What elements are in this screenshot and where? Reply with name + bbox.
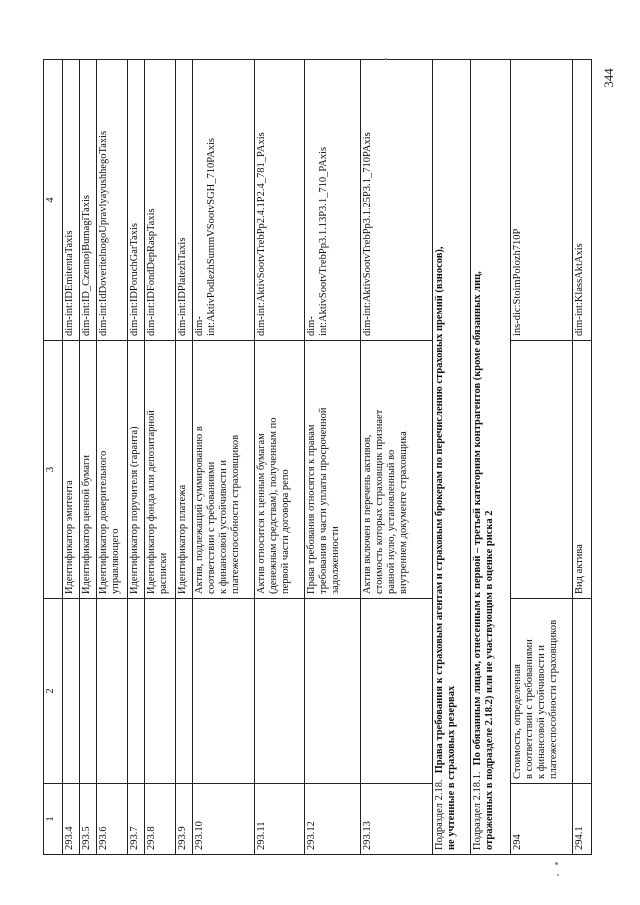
cell-name: [145, 599, 176, 784]
cell-number: 294: [511, 784, 573, 855]
cell-code: dim- int:AktivPodlezhSummVSootvSGH_710PAxis: [193, 60, 255, 341]
cell-name: [573, 599, 592, 784]
cell-code: dim- int:AktivSootvTrebPp3.1.13P3.1_710_PAxis: [305, 60, 361, 341]
cell-name: [361, 599, 433, 784]
table-row: [361, 60, 433, 855]
scan-speck: [555, 862, 558, 865]
cell-name: [97, 599, 128, 784]
table-row: [255, 60, 305, 855]
cell-code: dim-int:AktivSootvTrebPp3.1.25P3.1_710PAxis: [361, 60, 433, 341]
cell-code: dim-int:AktivSootvTrebPp2.4.1P2.4_781_PAxis: [255, 60, 305, 341]
cell-description: Идентификатор платежа: [176, 341, 193, 599]
cell-name: [193, 599, 255, 784]
cell-number: 293.5: [80, 784, 97, 855]
cell-number: 293.7: [128, 784, 145, 855]
scan-speck: [385, 58, 387, 60]
cell-number: 293.4: [63, 784, 80, 855]
section-2-18-cell: [433, 60, 471, 855]
cell-number: 293.9: [176, 784, 193, 855]
column-header-1: 1: [44, 784, 63, 855]
section-label: Подраздел 2.18.1.: [472, 771, 483, 850]
table-row: [176, 60, 193, 855]
cell-name: [176, 599, 193, 784]
cell-number: 294.1: [573, 784, 592, 855]
table-row: [80, 60, 97, 855]
cell-description: Актив включен в перечень активов, стоимость которых страховщик признает равной нулю, установленный во внутреннем документе страховщика: [361, 341, 433, 599]
cell-code: dim-int:IdDoveritelnogoUpravlyayushhegoTaxis: [97, 60, 128, 341]
cell-description: Актив, подлежащий суммированию в соответствии с требованиями к финансовой устойчивости и платежеспособности страховщиков: [193, 341, 255, 599]
cell-name: [255, 599, 305, 784]
cell-code: ins-dic:StoimPolozh710P: [511, 60, 573, 341]
cell-code: dim-int:ID_CzennojBumagiTaxis: [80, 60, 97, 341]
section-title: По обязанным лицам, отнесенным к первой – третьей категориям контрагентов (кроме обязанных лиц, отраженных в подразделе 2.18.2) или не участвующим в оценке риска 2: [472, 271, 496, 850]
section-label: Подраздел 2.18.: [434, 779, 445, 850]
cell-description: Вид актива: [573, 341, 592, 599]
cell-code: dim-int:IDPoruchGarTaxis: [128, 60, 145, 341]
column-header-4: 4: [44, 60, 63, 341]
form-table: [43, 59, 592, 855]
cell-description: Права требования относятся к правам требования в части уплаты просроченной задолженности: [305, 341, 361, 599]
section-2-18-1-cell: [471, 60, 511, 855]
cell-number: 293.6: [97, 784, 128, 855]
table-row-294: [511, 60, 573, 855]
table-row-294-1: [573, 60, 592, 855]
cell-number: 293.12: [305, 784, 361, 855]
page-number: 344: [601, 68, 616, 88]
table-row: [97, 60, 128, 855]
cell-description: Идентификатор поручителя (гаранта): [128, 341, 145, 599]
cell-description: Идентификатор эмитента: [63, 341, 80, 599]
cell-code: dim-int:IDFondDepRaspTaxis: [145, 60, 176, 341]
header-row: [44, 60, 63, 855]
cell-code: dim-int:KlassAktAxis: [573, 60, 592, 341]
column-header-3: 3: [44, 341, 63, 599]
cell-description: Идентификатор фонда или депозитарной расписки: [145, 341, 176, 599]
cell-name: [80, 599, 97, 784]
cell-name: [305, 599, 361, 784]
section-row-2-18: [433, 60, 471, 855]
cell-name: [128, 599, 145, 784]
cell-name: [63, 599, 80, 784]
cell-description: Актив относится к ценным бумагам (денежным средствам), полученным по первой части договора репо: [255, 341, 305, 599]
cell-number: 293.10: [193, 784, 255, 855]
section-title: Права требования к страховым агентам и страховым брокерам по перечислению страховых премий (взносов), не учтенные в страховых резервах: [434, 246, 458, 850]
scan-speck: [557, 874, 559, 876]
table-row: [128, 60, 145, 855]
cell-description: Идентификатор ценной бумаги: [80, 341, 97, 599]
table-row: [63, 60, 80, 855]
section-row-2-18-1: [471, 60, 511, 855]
cell-code: dim-int:IDEmitentaTaxis: [63, 60, 80, 341]
column-header-2: 2: [44, 599, 63, 784]
cell-description: Идентификатор доверительного управляющего: [97, 341, 128, 599]
table-row: [305, 60, 361, 855]
cell-number: 293.11: [255, 784, 305, 855]
cell-name: Стоимость, определенная в соответствии с требованиями к финансовой устойчивости и платежеспособности страховщиков: [511, 599, 573, 784]
cell-number: 293.13: [361, 784, 433, 855]
rotated-table-container: [43, 60, 585, 855]
cell-description: [511, 341, 573, 599]
table-row: [193, 60, 255, 855]
table-row: [145, 60, 176, 855]
cell-code: dim-int:IDPlatezhTaxis: [176, 60, 193, 341]
cell-number: 293.8: [145, 784, 176, 855]
